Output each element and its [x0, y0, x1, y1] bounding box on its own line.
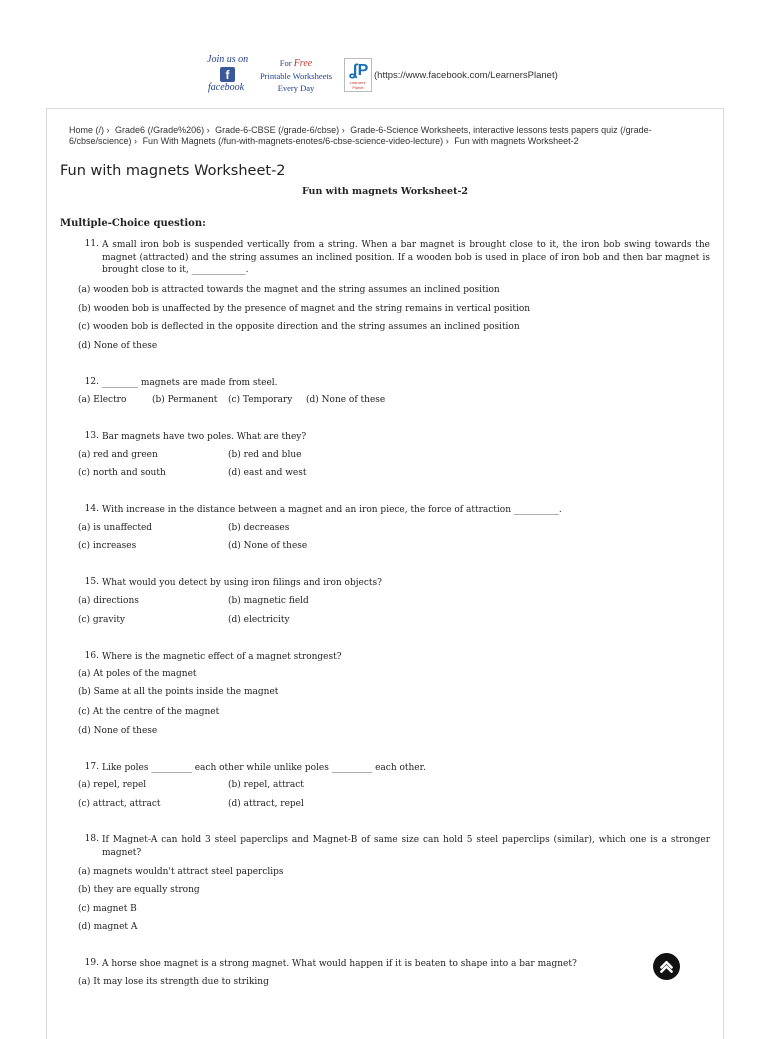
option: (a) It may lose its strength due to striking	[78, 977, 269, 987]
breadcrumb-cbse[interactable]: Grade-6-CBSE (/grade-6/cbse)	[215, 125, 340, 135]
option: (b) decreases	[228, 523, 290, 533]
for-text: For	[279, 57, 294, 68]
question-text: A small iron bob is suspended vertically from a string. When a bar magnet is brought close to it, the iron bob swing towards the magnet (attracted) and the string assumes an inclined position. If a wooden bob is used in place of iron bob and then bar magnet is brought close to it, ____________.	[102, 240, 710, 275]
option: (a) red and green	[78, 450, 158, 460]
option-row	[78, 395, 385, 405]
option: (a) magnets wouldn't attract steel paperclips	[78, 867, 284, 877]
breadcrumb-grade6[interactable]: Grade6 (/Grade%206)	[115, 125, 205, 135]
option-row	[78, 596, 309, 606]
question-text: Where is the magnetic effect of a magnet strongest?	[102, 652, 342, 662]
breadcrumb-separator: ›	[341, 125, 345, 135]
option: (c) magnet B	[78, 904, 137, 914]
join-text: Join us on	[207, 54, 249, 65]
breadcrumb-current: Fun with magnets Worksheet-2	[454, 136, 579, 146]
option: (b) they are equally strong	[78, 885, 200, 895]
question-text: What would you detect by using iron filings and iron objects?	[102, 578, 382, 588]
question-16	[78, 651, 710, 664]
option: (d) None of these	[78, 726, 158, 736]
breadcrumb-separator: ›	[445, 136, 449, 146]
question-number: 12.	[84, 377, 99, 387]
option: (a) is unaffected	[78, 523, 153, 533]
free-text: Free	[293, 57, 313, 69]
option: (c) wooden bob is deflected in the opposite direction and the string assumes an inclined position	[78, 322, 520, 332]
option: (a) directions	[78, 596, 139, 606]
learners-planet-logo	[344, 58, 372, 92]
option: (c) gravity	[78, 615, 126, 625]
breadcrumb-science[interactable]: Grade-6-Science Worksheets, interactive lessons tests papers quiz (/grade-6/cbse/science)	[69, 125, 652, 146]
question-13	[78, 431, 710, 444]
option: (a) repel, repel	[78, 780, 147, 790]
option: (b) Same at all the points inside the magnet	[78, 687, 279, 697]
question-14	[78, 504, 710, 517]
option: (d) None of these	[228, 541, 308, 551]
option: (b) wooden bob is unaffected by the presence of magnet and the string remains in vertical position	[78, 304, 531, 314]
option-row	[78, 523, 289, 533]
option: (a) Electro	[78, 395, 127, 405]
option-row	[78, 780, 304, 790]
question-number: 16.	[84, 651, 99, 661]
option-row	[78, 615, 290, 625]
facebook-banner[interactable]	[206, 54, 558, 96]
option: (d) attract, repel	[228, 799, 304, 809]
section-heading: Multiple-Choice question:	[60, 218, 206, 229]
logo-text: Learners' Planet	[349, 80, 367, 90]
question-15	[78, 577, 710, 590]
option-row	[78, 541, 307, 551]
question-text: A horse shoe magnet is a strong magnet. What would happen if it is beaten to shape into a bar magnet?	[102, 959, 577, 969]
option: (d) magnet A	[78, 922, 138, 932]
question-text: Like poles _________ each other while unlike poles _________ each other.	[102, 763, 426, 773]
question-number: 18.	[84, 834, 99, 844]
question-number: 15.	[84, 577, 99, 587]
option: (c) At the centre of the magnet	[78, 707, 220, 717]
page-title: Fun with magnets Worksheet-2	[60, 163, 286, 179]
option: (a) At poles of the magnet	[78, 669, 197, 679]
question-number: 19.	[84, 958, 99, 968]
option: (c) Temporary	[228, 395, 293, 405]
option: (b) red and blue	[228, 450, 302, 460]
option: (b) Permanent	[152, 395, 218, 405]
printable-text: Printable Worksheets	[259, 70, 333, 81]
facebook-text: facebook	[208, 82, 245, 93]
breadcrumb-separator: ›	[206, 125, 210, 135]
option: (a) wooden bob is attracted towards the magnet and the string assumes an inclined position	[78, 285, 500, 295]
free-worksheets-text	[254, 57, 338, 94]
option: (d) electricity	[228, 615, 290, 625]
option-row	[78, 799, 304, 809]
option: (c) attract, attract	[78, 799, 161, 809]
question-12	[78, 377, 710, 390]
join-facebook-badge[interactable]	[206, 54, 252, 96]
worksheet-title: Fun with magnets Worksheet-2	[301, 186, 469, 197]
chevron-up-icon	[658, 958, 675, 975]
question-number: 17.	[84, 762, 99, 772]
breadcrumb-separator: ›	[134, 136, 138, 146]
question-text: If Magnet-A can hold 3 steel paperclips and Magnet-B of same size can hold 5 steel paperclips (similar), which one is a stronger magnet?	[102, 835, 710, 858]
breadcrumb-separator: ›	[106, 125, 110, 135]
question-18	[78, 834, 710, 859]
facebook-icon: f	[220, 67, 235, 82]
facebook-url-link[interactable]: (https://www.facebook.com/LearnersPlanet)	[374, 69, 558, 81]
question-number: 11.	[84, 239, 99, 249]
option: (b) repel, attract	[228, 780, 304, 790]
question-17	[78, 762, 710, 775]
breadcrumb	[69, 125, 699, 147]
question-text: With increase in the distance between a magnet and an iron piece, the force of attraction __________.	[102, 505, 562, 515]
question-text: Bar magnets have two poles. What are they?	[102, 432, 307, 442]
question-11	[78, 239, 710, 277]
option-row	[78, 450, 301, 460]
every-day-text: Every Day	[277, 82, 315, 93]
worksheet-document	[60, 185, 710, 987]
option-row	[78, 468, 306, 478]
option: (d) east and west	[228, 468, 307, 478]
question-number: 14.	[84, 504, 99, 514]
breadcrumb-topic[interactable]: Fun With Magnets (/fun-with-magnets-enotes/6-cbse-science-video-lecture)	[142, 136, 444, 146]
option: (b) magnetic field	[228, 596, 309, 606]
scroll-to-top-button[interactable]	[653, 953, 680, 980]
option: (d) None of these	[306, 395, 386, 405]
question-number: 13.	[84, 431, 99, 441]
option: (d) None of these	[78, 341, 158, 351]
breadcrumb-home[interactable]: Home (/)	[69, 125, 105, 135]
question-text: ________ magnets are made from steel.	[102, 378, 278, 388]
question-19	[78, 958, 710, 971]
logo-mark-icon: ʆP	[349, 62, 369, 79]
option: (c) north and south	[78, 468, 166, 478]
option: (c) increases	[78, 541, 137, 551]
